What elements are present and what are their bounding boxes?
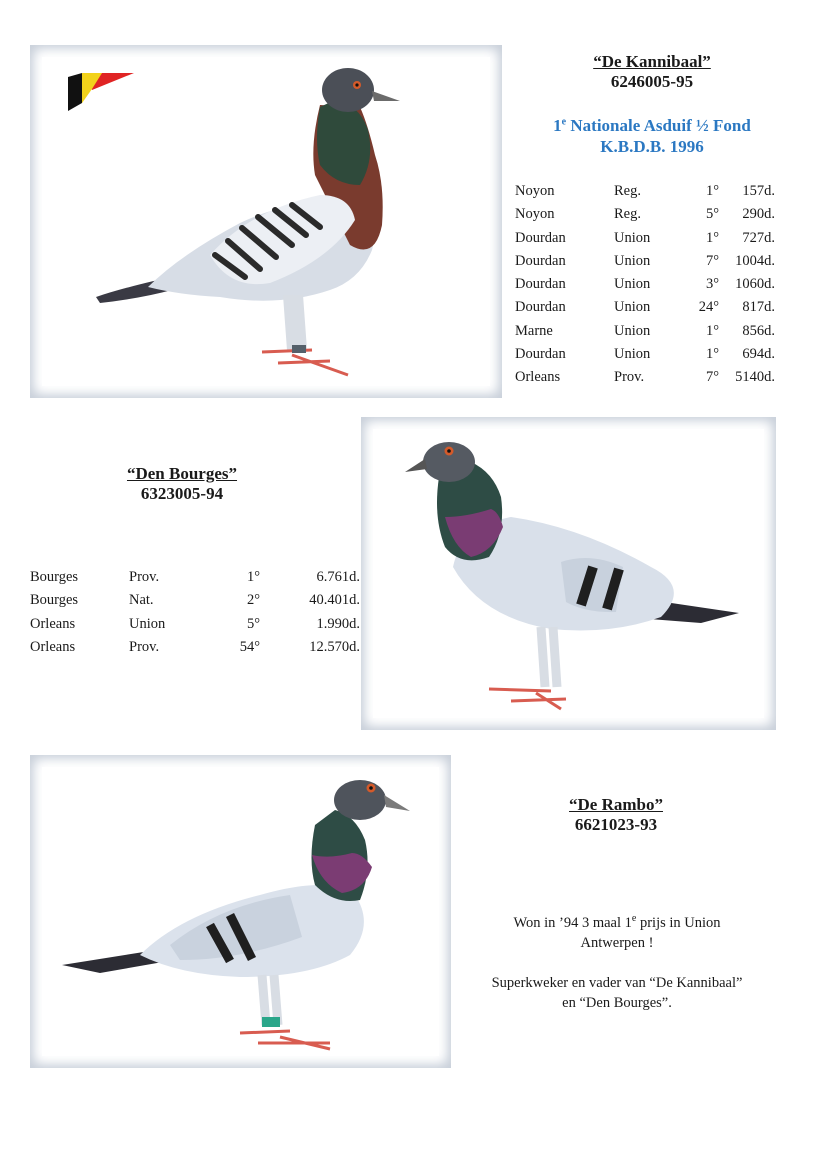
pigeon-name: “De Kannibaal” xyxy=(593,52,711,71)
race-participants: 157d. xyxy=(742,183,775,199)
race-participants: 1.990d. xyxy=(316,615,360,632)
race-location: Dourdan xyxy=(515,252,566,269)
race-level: Reg. xyxy=(614,183,641,199)
race-place: 54° xyxy=(239,638,260,655)
desc-line-1a: Won in ’94 3 maal 1 xyxy=(513,915,632,931)
race-location: Dourdan xyxy=(515,299,566,316)
rambo-title xyxy=(516,795,716,835)
result-row xyxy=(515,180,775,203)
race-place: 5° xyxy=(246,615,260,632)
desc-line-1 xyxy=(462,913,772,933)
race-location: Bourges xyxy=(30,569,79,585)
highlight-line2: K.B.D.B. 1996 xyxy=(600,137,704,156)
race-participants: 6.761d. xyxy=(316,569,360,585)
result-row xyxy=(515,227,775,250)
race-location: Orleans xyxy=(515,369,561,386)
race-level: Union xyxy=(614,346,651,363)
result-row xyxy=(30,589,360,612)
ring-number: 6323005-94 xyxy=(140,484,224,503)
race-place: 1° xyxy=(705,346,719,363)
race-location: Noyon xyxy=(515,183,555,199)
race-place: 1° xyxy=(705,229,719,246)
desc-line-3: Superkweker en vader van “De Kannibaal” xyxy=(491,975,743,991)
highlight-sup: e xyxy=(561,116,567,128)
race-place: 7° xyxy=(705,369,719,386)
pigeon-name: “Den Bourges” xyxy=(126,464,238,483)
race-participants: 12.570d. xyxy=(309,638,360,655)
race-place: 2° xyxy=(246,592,260,609)
rambo-description xyxy=(462,913,772,1013)
result-row xyxy=(515,203,775,226)
race-place: 7° xyxy=(705,252,719,269)
race-location: Dourdan xyxy=(515,276,566,293)
race-place: 24° xyxy=(698,299,719,316)
race-location: Bourges xyxy=(30,592,79,609)
bourges-results-table xyxy=(30,566,360,659)
ring-number: 6246005-95 xyxy=(610,72,694,91)
pigeon-name: “De Rambo” xyxy=(569,795,663,814)
race-participants: 727d. xyxy=(742,229,775,246)
race-location: Orleans xyxy=(30,638,76,655)
kannibaal-results-table xyxy=(515,180,775,390)
race-place: 1° xyxy=(246,569,260,585)
bourges-title xyxy=(82,464,282,504)
race-location: Dourdan xyxy=(515,346,566,363)
result-row xyxy=(30,566,360,589)
national-ace-heading xyxy=(507,115,797,157)
race-level: Union xyxy=(614,276,651,293)
race-participants: 694d. xyxy=(742,346,775,363)
result-row xyxy=(515,273,775,296)
race-level: Union xyxy=(614,229,651,246)
result-row xyxy=(30,636,360,659)
race-location: Dourdan xyxy=(515,229,566,246)
race-location: Noyon xyxy=(515,206,555,223)
race-participants: 1004d. xyxy=(735,252,775,269)
highlight-rest: Nationale Asduif ½ Fond xyxy=(566,116,751,135)
race-level: Prov. xyxy=(129,638,160,655)
kannibaal-title xyxy=(552,52,752,92)
race-level: Union xyxy=(614,322,651,339)
race-location: Marne xyxy=(515,322,553,339)
race-level: Union xyxy=(614,299,651,316)
race-participants: 40.401d. xyxy=(309,592,360,609)
desc-line-1b: prijs in Union xyxy=(636,915,721,931)
desc-line-1-sup: e xyxy=(631,913,637,925)
race-level: Union xyxy=(614,252,651,269)
belgian-flag-icon xyxy=(68,73,134,111)
result-row xyxy=(515,250,775,273)
highlight-prefix: 1 xyxy=(553,116,562,135)
race-place: 3° xyxy=(705,276,719,293)
ring-number: 6621023-93 xyxy=(574,815,658,834)
race-participants: 1060d. xyxy=(735,276,775,293)
race-level: Nat. xyxy=(129,592,154,609)
race-participants: 290d. xyxy=(742,206,775,223)
photo-den-bourges xyxy=(361,417,776,730)
race-participants: 817d. xyxy=(742,299,775,316)
pigeon-illustration xyxy=(62,780,410,1049)
result-row xyxy=(515,296,775,319)
desc-line-4: en “Den Bourges”. xyxy=(562,995,672,1011)
desc-line-2: Antwerpen ! xyxy=(580,935,654,951)
race-place: 5° xyxy=(705,206,719,223)
pigeon-illustration xyxy=(96,68,400,375)
race-level: Prov. xyxy=(614,369,645,386)
race-level: Reg. xyxy=(614,206,641,223)
result-row xyxy=(515,343,775,366)
photo-de-kannibaal xyxy=(30,45,502,398)
race-level: Union xyxy=(129,615,166,632)
result-row xyxy=(30,613,360,636)
pigeon-illustration xyxy=(405,442,739,709)
race-level: Prov. xyxy=(129,569,160,585)
result-row xyxy=(515,320,775,343)
race-participants: 856d. xyxy=(742,322,775,339)
race-participants: 5140d. xyxy=(735,369,775,386)
result-row xyxy=(515,366,775,389)
race-place: 1° xyxy=(705,322,719,339)
photo-de-rambo xyxy=(30,755,451,1068)
race-place: 1° xyxy=(705,183,719,199)
race-location: Orleans xyxy=(30,615,76,632)
